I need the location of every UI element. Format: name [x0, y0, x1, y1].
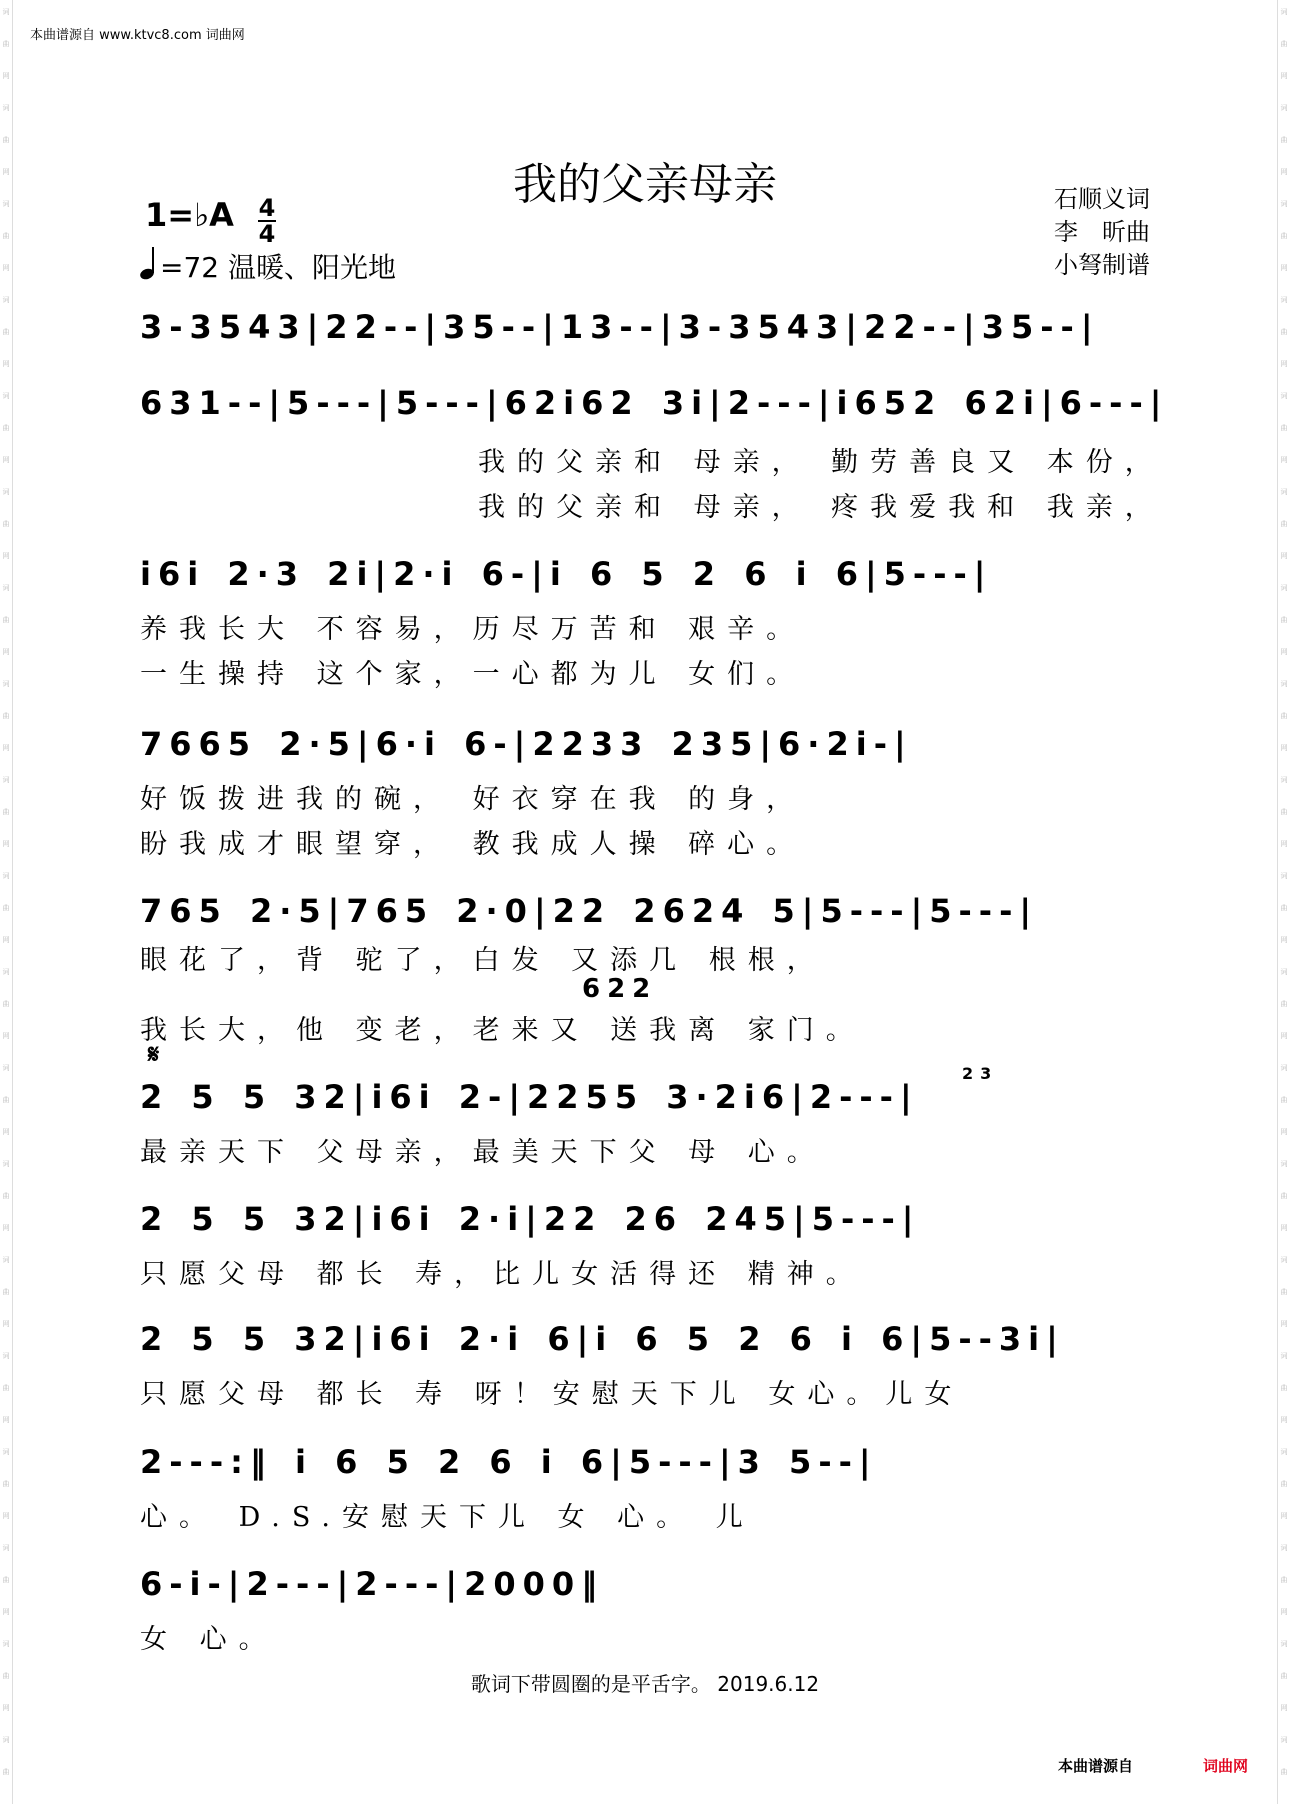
watermark-text: 词 [1280, 968, 1288, 976]
watermark-text: 曲 [2, 1000, 10, 1008]
watermark-text: 曲 [2, 1480, 10, 1488]
lyric-line: 心。 D.S.安慰天下儿 女 心。 儿 [140, 1502, 755, 1533]
tempo-bpm: =72 [160, 251, 220, 284]
watermark-text: 曲 [2, 712, 10, 720]
lyric-line: 只愿父母 都长 寿 呀！安慰天下儿 女心。儿女 [140, 1379, 964, 1410]
left-margin-strip [0, 0, 13, 1804]
watermark-text: 网 [1280, 264, 1288, 272]
watermark-text: 曲 [2, 520, 10, 528]
watermark-text: 曲 [1280, 328, 1288, 336]
watermark-text: 网 [1280, 840, 1288, 848]
watermark-text: 网 [1280, 360, 1288, 368]
watermark-text: 词 [1280, 200, 1288, 208]
watermark-text: 词 [1280, 8, 1288, 16]
watermark-text: 曲 [1280, 808, 1288, 816]
lyricist-credit: 石顺义词 [1054, 185, 1150, 213]
lyric-verse-1: 好饭拨进我的碗， 好衣穿在我 的身， [140, 784, 806, 815]
watermark-text: 曲 [2, 808, 10, 816]
watermark-text: 网 [1280, 1320, 1288, 1328]
watermark-text: 网 [1280, 1416, 1288, 1424]
watermark-text: 曲 [1280, 1672, 1288, 1680]
lyric-line: 最亲天下 父母亲，最美天下父 母 心。 [140, 1137, 826, 1168]
watermark-text: 网 [1280, 1512, 1288, 1520]
notation-row: 2---:‖ i 6 5 2 6 i 6|5---|3 5--| [140, 1443, 878, 1481]
watermark-text: 网 [1280, 744, 1288, 752]
watermark-text: 网 [1280, 1224, 1288, 1232]
watermark-text: 曲 [2, 232, 10, 240]
watermark-text: 词 [1280, 776, 1288, 784]
notation-row: 2 5 5 32|i6i 2·i 6|i 6 5 2 6 i 6|5--3i| [140, 1320, 1065, 1358]
watermark-text: 曲 [1280, 1384, 1288, 1392]
watermark-text: 词 [2, 1160, 10, 1168]
brand-logo-text: 词曲网 [1203, 1757, 1249, 1775]
arranger-credit: 小弩制谱 [1054, 251, 1150, 279]
watermark-text: 网 [2, 936, 10, 944]
time-sig-top: 4 [258, 194, 276, 222]
watermark-text: 网 [1280, 72, 1288, 80]
ornament-notes: 622 [582, 974, 658, 1004]
watermark-text: 曲 [2, 1192, 10, 1200]
watermark-text: 曲 [2, 616, 10, 624]
notation-row: 765 2·5|765 2·0|22 2624 5|5---|5---| [140, 892, 1039, 930]
watermark-text: 网 [2, 1224, 10, 1232]
watermark-text: 网 [1280, 1704, 1288, 1712]
segno-sign: 𝄋 [148, 1040, 160, 1070]
watermark-text: 词 [1280, 1352, 1288, 1360]
watermark-text: 曲 [1280, 136, 1288, 144]
watermark-text: 网 [2, 72, 10, 80]
watermark-text: 曲 [1280, 40, 1288, 48]
watermark-text: 曲 [1280, 1576, 1288, 1584]
watermark-text: 词 [2, 680, 10, 688]
watermark-text: 词 [2, 1064, 10, 1072]
watermark-text: 网 [2, 456, 10, 464]
watermark-text: 曲 [1280, 1288, 1288, 1296]
watermark-text: 词 [1280, 1544, 1288, 1552]
watermark-text: 词 [2, 1640, 10, 1648]
notation-row: 7665 2·5|6·i 6-|2233 235|6·2i-| [140, 725, 913, 763]
watermark-text: 曲 [2, 424, 10, 432]
watermark-text: 词 [2, 1448, 10, 1456]
grace-notes: 23 [962, 1064, 999, 1083]
watermark-text: 曲 [2, 1384, 10, 1392]
note-stem [152, 247, 154, 273]
watermark-text: 网 [1280, 552, 1288, 560]
watermark-text: 网 [2, 1704, 10, 1712]
watermark-text: 曲 [1280, 1768, 1288, 1776]
watermark-text: 网 [2, 360, 10, 368]
tempo-marking [140, 246, 396, 286]
watermark-text: 曲 [1280, 712, 1288, 720]
source-line: 本曲谱源自 www.ktvc8.com 词曲网 [30, 28, 245, 43]
watermark-text: 词 [2, 488, 10, 496]
watermark-text: 词 [1280, 680, 1288, 688]
watermark-text: 词 [2, 296, 10, 304]
watermark-text: 词 [2, 104, 10, 112]
key-signature: 1=♭A [145, 196, 234, 234]
watermark-text: 词 [1280, 488, 1288, 496]
watermark-text: 网 [2, 552, 10, 560]
time-signature [258, 196, 276, 246]
watermark-text: 词 [2, 872, 10, 880]
watermark-text: 词 [1280, 1256, 1288, 1264]
watermark-text: 曲 [2, 1288, 10, 1296]
watermark-text: 曲 [2, 40, 10, 48]
brand-source: 本曲谱源自 [1058, 1757, 1134, 1775]
watermark-text: 词 [1280, 296, 1288, 304]
lyric-verse-1: 眼花了，背 驼了，白发 又添几 根根， [140, 945, 826, 976]
lyric-line: 女 心。 [140, 1624, 278, 1655]
watermark-text: 词 [1280, 104, 1288, 112]
watermark-text: 网 [2, 1416, 10, 1424]
watermark-text: 词 [2, 1352, 10, 1360]
watermark-text: 曲 [2, 328, 10, 336]
lyric-verse-2: 我的父亲和 母亲， 疼我爱我和 我亲， [478, 492, 1164, 523]
right-margin-strip [1277, 0, 1290, 1804]
watermark-text: 词 [2, 392, 10, 400]
watermark-text: 曲 [1280, 232, 1288, 240]
watermark-text: 网 [2, 1608, 10, 1616]
watermark-text: 网 [2, 1128, 10, 1136]
watermark-text: 曲 [1280, 1000, 1288, 1008]
watermark-text: 曲 [2, 1576, 10, 1584]
watermark-text: 词 [1280, 1064, 1288, 1072]
watermark-text: 词 [2, 584, 10, 592]
watermark-text: 词 [2, 1256, 10, 1264]
watermark-text: 词 [2, 200, 10, 208]
watermark-text: 词 [1280, 1160, 1288, 1168]
watermark-text: 网 [1280, 1608, 1288, 1616]
watermark-text: 词 [2, 8, 10, 16]
song-title: 我的父亲母亲 [513, 159, 777, 210]
watermark-text: 曲 [1280, 1192, 1288, 1200]
watermark-text: 曲 [1280, 904, 1288, 912]
notation-row: 3-3543|22--|35--|13--|3-3543|22--|35--| [140, 308, 1100, 346]
watermark-text: 曲 [1280, 424, 1288, 432]
lyric-verse-2: 一生操持 这个家，一心都为儿 女们。 [140, 659, 806, 690]
watermark-text: 网 [1280, 168, 1288, 176]
watermark-text: 曲 [2, 1672, 10, 1680]
watermark-text: 网 [2, 1512, 10, 1520]
notation-row: i6i 2·3 2i|2·i 6-|i 6 5 2 6 i 6|5---| [140, 555, 993, 593]
watermark-text: 词 [2, 776, 10, 784]
composer-credit: 李 昕曲 [1054, 218, 1150, 246]
time-sig-bottom: 4 [258, 220, 276, 248]
watermark-text: 词 [2, 1736, 10, 1744]
notation-row: 6-i-|2---|2---|2000‖ [140, 1565, 605, 1603]
watermark-text: 网 [2, 1032, 10, 1040]
watermark-text: 曲 [1280, 1480, 1288, 1488]
footnote: 歌词下带圆圈的是平舌字。 2019.6.12 [470, 1672, 820, 1696]
watermark-text: 曲 [2, 1096, 10, 1104]
watermark-text: 曲 [2, 1768, 10, 1776]
watermark-text: 网 [2, 648, 10, 656]
watermark-text: 词 [1280, 1736, 1288, 1744]
watermark-text: 词 [1280, 1448, 1288, 1456]
watermark-text: 词 [1280, 872, 1288, 880]
watermark-text: 曲 [2, 136, 10, 144]
notation-row: 631--|5---|5---|62i62 3i|2---|i652 62i|6---| [140, 384, 1169, 422]
watermark-text: 网 [2, 744, 10, 752]
watermark-text: 网 [1280, 648, 1288, 656]
lyric-verse-1: 我的父亲和 母亲， 勤劳善良又 本份， [478, 447, 1164, 478]
watermark-text: 网 [1280, 1128, 1288, 1136]
notation-row: 2 5 5 32|i6i 2-|2255 3·2i6|2---| [140, 1078, 919, 1116]
watermark-text: 网 [1280, 1032, 1288, 1040]
watermark-text: 曲 [1280, 1096, 1288, 1104]
watermark-text: 曲 [1280, 520, 1288, 528]
watermark-text: 词 [1280, 584, 1288, 592]
watermark-text: 曲 [1280, 616, 1288, 624]
watermark-text: 网 [2, 840, 10, 848]
watermark-text: 网 [2, 264, 10, 272]
tempo-expression: 温暖、阳光地 [228, 251, 397, 284]
watermark-text: 网 [2, 1320, 10, 1328]
watermark-text: 网 [1280, 936, 1288, 944]
lyric-verse-2: 盼我成才眼望穿， 教我成人操 碎心。 [140, 829, 806, 860]
watermark-text: 曲 [2, 904, 10, 912]
watermark-text: 网 [1280, 456, 1288, 464]
lyric-verse-1: 养我长大 不容易，历尽万苦和 艰辛。 [140, 614, 806, 645]
watermark-text: 词 [2, 1544, 10, 1552]
watermark-text: 词 [1280, 392, 1288, 400]
lyric-verse-2: 我长大，他 变老，老来又 送我离 家门。 [140, 1015, 865, 1046]
credits [1054, 183, 1150, 282]
watermark-text: 网 [2, 168, 10, 176]
notation-row: 2 5 5 32|i6i 2·i|22 26 245|5---| [140, 1200, 921, 1238]
watermark-text: 词 [2, 968, 10, 976]
lyric-line: 只愿父母 都长 寿，比儿女活得还 精神。 [140, 1259, 865, 1290]
watermark-text: 词 [1280, 1640, 1288, 1648]
